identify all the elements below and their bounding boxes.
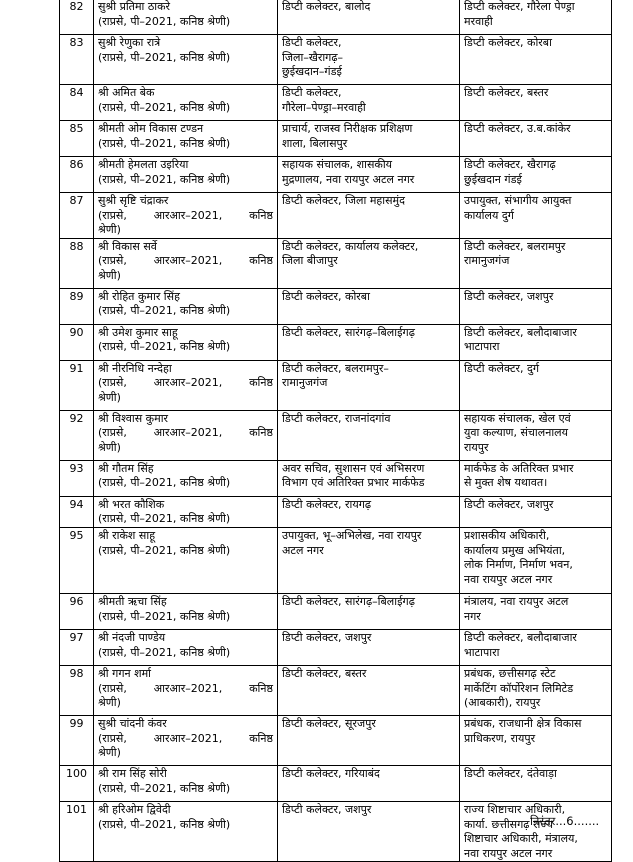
officer-name-line: श्रीमती हेमलता उइरिया (98, 158, 189, 171)
officer-name-line: (राप्रसे, पी–2021, कनिष्ठ श्रेणी) (98, 340, 231, 354)
current-posting-cell (278, 35, 460, 85)
officer-name-line: (राप्रसे, पी–2021, कनिष्ठ श्रेणी) (98, 609, 231, 623)
new-posting-line: प्रबंधक, राजधानी क्षेत्र विकास (464, 716, 582, 730)
serial-number-cell: 82 (60, 0, 94, 35)
serial-number-cell: 88 (60, 238, 94, 288)
current-posting-line: छुईखदान–गंडई (282, 65, 342, 79)
current-posting-cell (278, 765, 460, 801)
new-posting-cell (460, 801, 612, 861)
officer-name-cell (94, 288, 278, 324)
officer-name-cell (94, 121, 278, 157)
current-posting-line: डिप्टी कलेक्टर, सारंगढ़–बिलाईगढ़ (282, 594, 415, 608)
officer-name-line: (राप्रसे, पी–2021, कनिष्ठ श्रेणी) (98, 50, 231, 64)
current-posting-line: डिप्टी कलेक्टर, बस्तर (282, 666, 367, 680)
officer-name-line: श्री उमेश कुमार साहू (98, 325, 178, 339)
current-posting-cell (278, 629, 460, 665)
new-posting-cell (460, 665, 612, 715)
current-posting-cell (278, 0, 460, 35)
serial-number-cell: 83 (60, 35, 94, 85)
officer-name-line: श्री विश्वास कुमार (98, 411, 169, 425)
officer-name-cell (94, 360, 278, 410)
officer-name-cell (94, 765, 278, 801)
current-posting-cell (278, 593, 460, 629)
officer-name-line: श्री नंदजी पाण्डेय (98, 630, 166, 644)
officer-name-line: (राप्रसे, पी–2021, कनिष्ठ श्रेणी) (98, 304, 231, 318)
current-posting-line: रामानुजगंज (282, 376, 328, 390)
new-posting-line: डिप्टी कलेक्टर, कोरबा (464, 36, 552, 49)
officer-name-line: (राप्रसे, पी–2021, कनिष्ठ श्रेणी) (98, 136, 231, 150)
transfer-order-table (59, 0, 612, 862)
officer-name-line: श्री हरिओम द्विवेदी (98, 802, 171, 816)
new-posting-line: सहायक संचालक, खेल एवं (464, 411, 571, 425)
current-posting-line: डिप्टी कलेक्टर, जशपुर (282, 802, 372, 816)
officer-name-line: (राप्रसे, आरआर–2021, कनिष्ठ (98, 426, 273, 440)
officer-name-line: (राप्रसे, पी–2021, कनिष्ठ श्रेणी) (98, 476, 231, 490)
officer-name-line: श्रेणी) (98, 746, 121, 760)
officer-name-line: सुश्री सृष्टि चंद्राकर (98, 194, 169, 207)
new-posting-cell (460, 288, 612, 324)
officer-name-cell (94, 629, 278, 665)
current-posting-cell (278, 527, 460, 593)
serial-number-cell: 91 (60, 360, 94, 410)
new-posting-cell (460, 238, 612, 288)
current-posting-line: अवर सचिव, सुशासन एवं अभिसरण (282, 461, 425, 475)
current-posting-line: डिप्टी कलेक्टर, (282, 36, 342, 49)
new-posting-line: रायपुर (464, 440, 489, 454)
table-row (60, 193, 612, 239)
officer-name-cell (94, 0, 278, 35)
officer-name-line: श्रेणी) (98, 223, 121, 237)
officer-name-line: (राप्रसे, पी–2021, कनिष्ठ श्रेणी) (98, 817, 231, 831)
table-row (60, 360, 612, 410)
new-posting-cell (460, 0, 612, 35)
new-posting-line: कार्या. छत्तीसगढ़ राज्य (464, 817, 554, 831)
officer-name-line: (राप्रसे, आरआर–2021, कनिष्ठ (98, 681, 273, 695)
new-posting-cell (460, 193, 612, 239)
current-posting-line: अटल नगर (282, 543, 324, 557)
officer-name-line: श्री राम सिंह सोरी (98, 766, 167, 780)
serial-number-cell: 93 (60, 460, 94, 496)
serial-number-cell: 84 (60, 85, 94, 121)
current-posting-line: डिप्टी कलेक्टर, सूरजपुर (282, 716, 376, 730)
officer-name-line: श्री विकास सर्वे (98, 239, 157, 253)
table-row (60, 238, 612, 288)
current-posting-line: डिप्टी कलेक्टर, गरियाबंद (282, 766, 380, 780)
current-posting-cell (278, 460, 460, 496)
new-posting-line: उपायुक्त, संभागीय आयुक्त (464, 194, 572, 207)
table-row (60, 665, 612, 715)
new-posting-line: युवा कल्याण, संचालनालय (464, 426, 569, 440)
new-posting-cell (460, 765, 612, 801)
new-posting-line: मार्केटिंग कॉर्पोरेशन लिमिटेड (464, 681, 574, 695)
officer-name-line: श्री रोहित कुमार सिंह (98, 289, 180, 303)
current-posting-cell (278, 85, 460, 121)
new-posting-line: डिप्टी कलेक्टर, बलौदाबाजार (464, 325, 577, 339)
new-posting-cell (460, 85, 612, 121)
new-posting-line: डिप्टी कलेक्टर, बलौदाबाजार (464, 630, 577, 644)
officer-name-cell (94, 324, 278, 360)
table-row (60, 801, 612, 861)
new-posting-line: भाटापारा (464, 645, 500, 659)
officer-name-line: श्रेणी) (98, 268, 121, 282)
current-posting-line: जिला बीजापुर (282, 254, 338, 268)
officer-name-cell (94, 410, 278, 460)
current-posting-cell (278, 410, 460, 460)
serial-number-cell: 87 (60, 193, 94, 239)
current-posting-cell (278, 715, 460, 765)
officer-name-line: श्रेणी) (98, 696, 121, 710)
new-posting-line: प्रबंधक, छत्तीसगढ़ स्टेट (464, 666, 556, 680)
new-posting-line: छुईखदान गंडई (464, 172, 522, 186)
current-posting-line: विभाग एवं अतिरिक्त प्रभार मार्कफेड (282, 476, 425, 490)
current-posting-line: डिप्टी कलेक्टर, कार्यालय कलेक्टर, (282, 239, 419, 253)
table-row (60, 593, 612, 629)
current-posting-cell (278, 801, 460, 861)
officer-name-line: श्री भरत कौशिक (98, 497, 165, 511)
table-row (60, 527, 612, 593)
officer-name-line: श्रेणी) (98, 390, 121, 404)
officer-name-line: (राप्रसे, आरआर–2021, कनिष्ठ (98, 208, 273, 222)
new-posting-line: रामानुजगंज (464, 254, 510, 268)
officer-name-line: सुश्री चांदनी कंवर (98, 716, 167, 730)
new-posting-line: डिप्टी कलेक्टर, दंतेवाड़ा (464, 766, 557, 780)
current-posting-cell (278, 121, 460, 157)
new-posting-cell (460, 35, 612, 85)
new-posting-line: डिप्टी कलेक्टर, बस्तर (464, 86, 549, 99)
new-posting-line: राज्य शिष्टाचार अधिकारी, (464, 802, 566, 816)
current-posting-cell (278, 193, 460, 239)
table-row (60, 410, 612, 460)
new-posting-line: मरवाही (464, 14, 493, 28)
serial-number-cell: 89 (60, 288, 94, 324)
current-posting-line: सहायक संचालक, शासकीय (282, 158, 393, 171)
table-row (60, 35, 612, 85)
officer-name-cell (94, 593, 278, 629)
serial-number-cell: 96 (60, 593, 94, 629)
officer-name-line: (राप्रसे, आरआर–2021, कनिष्ठ (98, 254, 273, 268)
officer-name-line: (राप्रसे, आरआर–2021, कनिष्ठ (98, 731, 273, 745)
new-posting-line: से मुक्त शेष यथावत। (464, 476, 548, 490)
current-posting-line: डिप्टी कलेक्टर, (282, 86, 342, 99)
officer-name-cell (94, 460, 278, 496)
new-posting-cell (460, 157, 612, 193)
current-posting-line: डिप्टी कलेक्टर, बलरामपुर– (282, 361, 389, 375)
current-posting-line: मुद्रणालय, नवा रायपुर अटल नगर (282, 172, 415, 186)
current-posting-cell (278, 157, 460, 193)
new-posting-line: कार्यालय प्रमुख अभियंता, (464, 543, 566, 557)
officer-name-line: (राप्रसे, पी–2021, कनिष्ठ श्रेणी) (98, 645, 231, 659)
serial-number-cell: 99 (60, 715, 94, 765)
table-row (60, 85, 612, 121)
officer-name-cell (94, 715, 278, 765)
new-posting-line: (आबकारी), रायपुर (464, 696, 541, 710)
new-posting-cell (460, 121, 612, 157)
officer-name-line: (राप्रसे, पी–2021, कनिष्ठ श्रेणी) (98, 781, 231, 795)
serial-number-cell: 92 (60, 410, 94, 460)
officer-name-line: (राप्रसे, पी–2021, कनिष्ठ श्रेणी) (98, 512, 231, 526)
table-row (60, 324, 612, 360)
new-posting-line: डिप्टी कलेक्टर, दुर्ग (464, 361, 540, 375)
serial-number-cell: 101 (60, 801, 94, 861)
current-posting-cell (278, 324, 460, 360)
officer-name-line: श्री गगन शर्मा (98, 666, 152, 680)
serial-number-cell: 97 (60, 629, 94, 665)
serial-number-cell: 95 (60, 527, 94, 593)
officer-name-line: श्री अमित बेक (98, 86, 155, 99)
current-posting-line: डिप्टी कलेक्टर, जिला महासमुंद (282, 194, 405, 207)
table-row (60, 496, 612, 527)
continued-page-marker: निरंतर...6....... (530, 814, 600, 828)
new-posting-line: लोक निर्माण, निर्माण भवन, (464, 558, 573, 572)
serial-number-cell: 94 (60, 496, 94, 527)
new-posting-cell (460, 715, 612, 765)
new-posting-line: डिप्टी कलेक्टर, जशपुर (464, 289, 554, 303)
new-posting-cell (460, 496, 612, 527)
new-posting-line: भाटापारा (464, 340, 500, 354)
new-posting-line: डिप्टी कलेक्टर, उ.ब.कांकेर (464, 122, 571, 135)
current-posting-line: जिला–खैरागढ़– (282, 50, 344, 64)
new-posting-cell (460, 360, 612, 410)
new-posting-line: डिप्टी कलेक्टर, जशपुर (464, 497, 554, 511)
current-posting-cell (278, 665, 460, 715)
serial-number-cell: 100 (60, 765, 94, 801)
current-posting-line: उपायुक्त, भू–अभिलेख, नवा रायपुर (282, 528, 422, 542)
officer-name-cell (94, 157, 278, 193)
table-body (60, 0, 612, 862)
officer-name-line: श्रीमती ओम विकास टण्डन (98, 122, 204, 135)
table-row (60, 0, 612, 35)
serial-number-cell: 90 (60, 324, 94, 360)
current-posting-cell (278, 238, 460, 288)
current-posting-line: शाला, बिलासपुर (282, 136, 348, 150)
officer-name-line: (राप्रसे, पी–2021, कनिष्ठ श्रेणी) (98, 172, 231, 186)
current-posting-line: डिप्टी कलेक्टर, बालोद (282, 0, 371, 13)
officer-name-cell (94, 527, 278, 593)
new-posting-line: प्राधिकरण, रायपुर (464, 731, 536, 745)
officer-name-line: (राप्रसे, पी–2021, कनिष्ठ श्रेणी) (98, 100, 231, 114)
current-posting-cell (278, 360, 460, 410)
new-posting-line: नवा रायपुर अटल नगर (464, 572, 553, 586)
new-posting-cell (460, 629, 612, 665)
new-posting-cell (460, 593, 612, 629)
current-posting-cell (278, 288, 460, 324)
officer-name-line: श्री गौतम सिंह (98, 461, 154, 475)
new-posting-cell (460, 460, 612, 496)
officer-name-cell (94, 496, 278, 527)
new-posting-line: डिप्टी कलेक्टर, खैरागढ़ (464, 158, 556, 171)
officer-name-cell (94, 801, 278, 861)
officer-name-cell (94, 85, 278, 121)
current-posting-line: डिप्टी कलेक्टर, राजनांदगांव (282, 411, 391, 425)
serial-number-cell: 86 (60, 157, 94, 193)
officer-name-cell (94, 665, 278, 715)
officer-name-line: श्री नीरनिधि नन्देहा (98, 361, 172, 375)
table-row (60, 157, 612, 193)
current-posting-line: डिप्टी कलेक्टर, जशपुर (282, 630, 372, 644)
current-posting-line: डिप्टी कलेक्टर, रायगढ़ (282, 497, 372, 511)
current-posting-cell (278, 496, 460, 527)
officer-name-line: श्रेणी) (98, 440, 121, 454)
officer-name-line: सुश्री प्रतिमा ठाकरे (98, 0, 171, 13)
serial-number-cell: 98 (60, 665, 94, 715)
officer-name-line: सुश्री रेणुका रात्रे (98, 36, 161, 49)
new-posting-line: कार्यालय दुर्ग (464, 208, 514, 222)
current-posting-line: गौरेला–पेण्ड्रा–मरवाही (282, 100, 366, 114)
new-posting-line: मंत्रालय, नवा रायपुर अटल (464, 594, 569, 608)
table-row (60, 629, 612, 665)
officer-name-line: (राप्रसे, पी–2021, कनिष्ठ श्रेणी) (98, 14, 231, 28)
current-posting-line: डिप्टी कलेक्टर, कोरबा (282, 289, 370, 303)
new-posting-line: मार्कफेड के अतिरिक्त प्रभार (464, 461, 574, 475)
new-posting-line: शिष्टाचार अधिकारी, मंत्रालय, (464, 832, 578, 846)
table-row (60, 460, 612, 496)
officer-name-line: श्री राकेश साहू (98, 528, 156, 542)
table-row (60, 765, 612, 801)
table-row (60, 121, 612, 157)
new-posting-line: नवा रायपुर अटल नगर (464, 846, 553, 860)
new-posting-line: नगर (464, 609, 481, 623)
serial-number-cell: 85 (60, 121, 94, 157)
new-posting-cell (460, 410, 612, 460)
officer-name-cell (94, 193, 278, 239)
officer-name-line: (राप्रसे, पी–2021, कनिष्ठ श्रेणी) (98, 543, 231, 557)
officer-name-line: (राप्रसे, आरआर–2021, कनिष्ठ (98, 376, 273, 390)
new-posting-cell (460, 527, 612, 593)
table-row (60, 715, 612, 765)
officer-name-cell (94, 238, 278, 288)
new-posting-line: डिप्टी कलेक्टर, गौरेला पेण्ड्रा (464, 0, 575, 13)
new-posting-line: डिप्टी कलेक्टर, बलरामपुर (464, 239, 566, 253)
current-posting-line: प्राचार्य, राजस्व निरीक्षक प्रशिक्षण (282, 122, 413, 135)
officer-name-line: श्रीमती ऋचा सिंह (98, 594, 167, 608)
new-posting-cell (460, 324, 612, 360)
officer-name-cell (94, 35, 278, 85)
table-row (60, 288, 612, 324)
new-posting-line: प्रशासकीय अधिकारी, (464, 528, 550, 542)
current-posting-line: डिप्टी कलेक्टर, सारंगढ़–बिलाईगढ़ (282, 325, 415, 339)
